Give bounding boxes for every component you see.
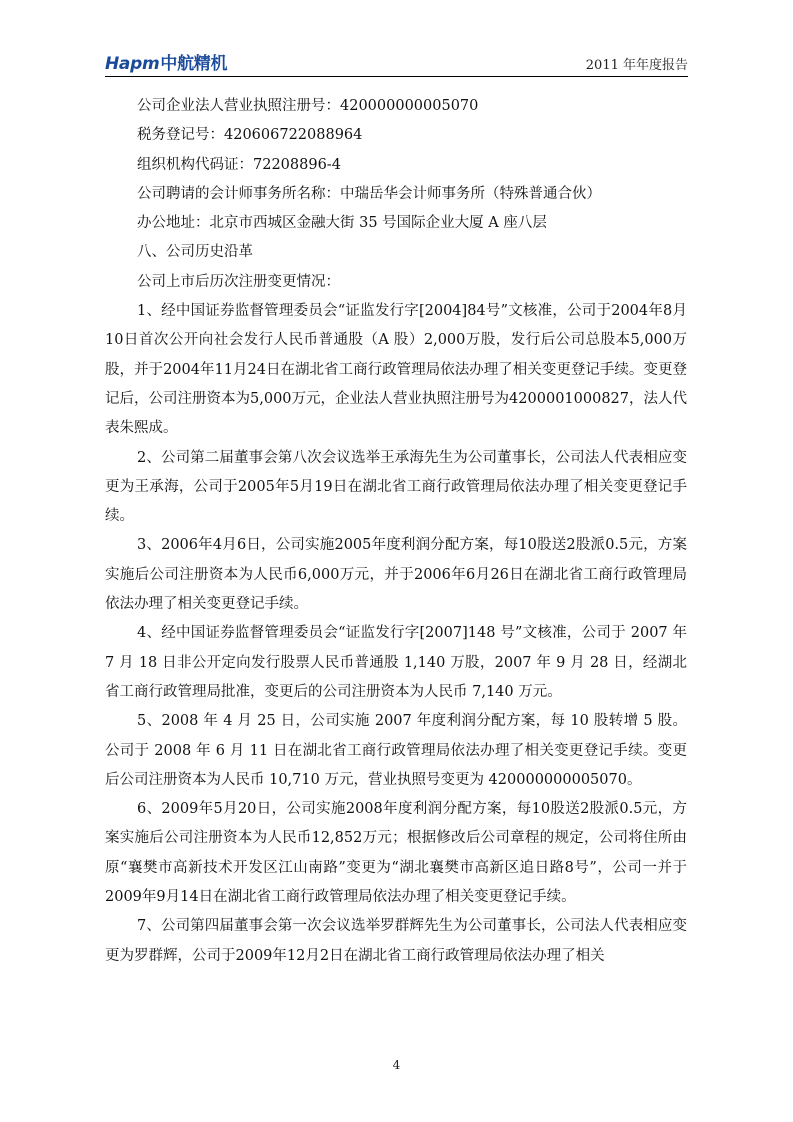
logo-text-cn: 中航精机 bbox=[160, 54, 228, 74]
history-item-1: 1、经中国证券监督管理委员会“证监发行字[2004]84号”文核准，公司于2004年8月10日首次公开向社会发行人民币普通股（A 股）2,000万股，发行后公司总股本5,000万股，并于2004年11月24日在湖北省工商行政管理局依法办理了相关变更登记手续。变更登记后，公司注册资本为5,000万元，企业法人营业执照注册号为4200001000827，法人代表朱熙成。 bbox=[105, 303, 687, 437]
business-license-number: 公司企业法人营业执照注册号：420000000005070 bbox=[137, 98, 479, 114]
organization-code: 组织机构代码证：72208896-4 bbox=[137, 156, 341, 173]
tax-registration-number: 税务登记号：420606722088964 bbox=[137, 127, 363, 144]
section-heading-history: 八、公司历史沿革 bbox=[137, 244, 253, 261]
history-item-2: 2、公司第二届董事会第八次会议选举王承海先生为公司董事长，公司法人代表相应变更为王承海，公司于2005年5月19日在湖北省工商行政管理局依法办理了相关变更登记手续。 bbox=[105, 449, 687, 525]
history-item-4: 4、经中国证券监督管理委员会“证监发行字[2007]148 号”文核准，公司于 2007 年 7 月 18 日非公开定向发行股票人民币普通股 1,140 万股，2007 年 9 月 28 日，经湖北省工商行政管理局批准，变更后的公司注册资本为人民币 7,140 万元。 bbox=[105, 625, 687, 700]
document-body bbox=[105, 92, 687, 971]
history-item-6: 6、2009年5月20日，公司实施2008年度利润分配方案，每10股送2股派0.5元，方案实施后公司注册资本为人民币12,852万元；根据修改后公司章程的规定，公司将住所由原“襄樊市高新技术开发区江山南路”变更为“湖北襄樊市高新区追日路8号”，公司一并于2009年9月14日在湖北省工商行政管理局依法办理了相关变更登记手续。 bbox=[105, 801, 687, 906]
office-address: 办公地址：北京市西城区金融大街 35 号国际企业大厦 A 座八层 bbox=[137, 215, 547, 232]
page-header bbox=[105, 46, 688, 77]
company-logo bbox=[105, 49, 227, 74]
logo-text-en: Hapm bbox=[105, 54, 160, 74]
history-item-5: 5、2008 年 4 月 25 日，公司实施 2007 年度利润分配方案，每 10 股转增 5 股。公司于 2008 年 6 月 11 日在湖北省工商行政管理局依法办理了相关变更登记手续。变更后公司注册资本为人民币 10,710 万元，营业执照号变更为 420000000005070。 bbox=[105, 713, 687, 788]
history-item-3: 3、2006年4月6日，公司实施2005年度利润分配方案，每10股送2股派0.5元，方案实施后公司注册资本为人民币6,000万元，并于2006年6月26日在湖北省工商行政管理局依法办理了相关变更登记手续。 bbox=[105, 537, 687, 613]
report-title: 2011 年年度报告 bbox=[585, 58, 688, 73]
accounting-firm: 公司聘请的会计师事务所名称：中瑞岳华会计师事务所（特殊普通合伙） bbox=[137, 185, 601, 202]
history-intro: 公司上市后历次注册变更情况： bbox=[137, 273, 340, 290]
history-item-7: 7、公司第四届董事会第一次会议选举罗群辉先生为公司董事长，公司法人代表相应变更为罗群辉，公司于2009年12月2日在湖北省工商行政管理局依法办理了相关 bbox=[105, 918, 687, 964]
page-number: 4 bbox=[392, 1058, 401, 1072]
